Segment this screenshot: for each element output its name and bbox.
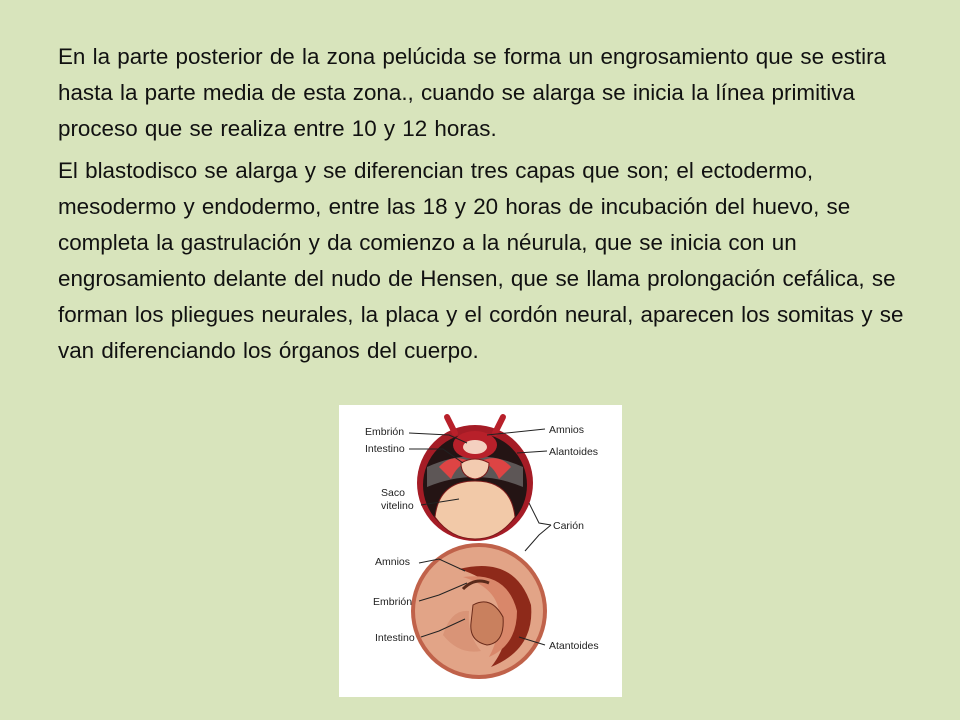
label-amnios-bottom: Amnios [375, 556, 411, 568]
bottom-egg-section [411, 543, 547, 679]
label-alantoides-bottom: Atantoides [549, 640, 599, 652]
label-embrion-bottom: Embrión [373, 596, 413, 608]
label-saco: Saco [381, 487, 405, 499]
label-corion: Carión [553, 520, 584, 532]
embryo-diagram [339, 405, 622, 697]
label-intestino-bottom: Intestino [375, 632, 415, 644]
embryo-diagram-svg [339, 405, 622, 697]
paragraph-2: El blastodisco se alarga y se diferencian tres capas que son; el ectodermo, mesodermo y endodermo, entre las 18 y 20 horas de incubación del huevo, se completa la gastrulación y da comienzo a la néurula, que se inicia con un engrosamiento delante del nudo de Hensen, que se llama prolongación cefálica, se forman los pliegues neurales, la placa y el cordón neural, aparecen los somitas y se van diferenciando los órganos del cuerpo. [58, 158, 904, 363]
top-egg-section [417, 417, 533, 541]
label-vitelino: vitelino [381, 500, 414, 512]
label-amnios-top: Amnios [549, 424, 585, 436]
label-alantoides-top: Alantoides [549, 446, 599, 458]
paragraph-1: En la parte posterior de la zona pelúcida se forma un engrosamiento que se estira hasta la parte media de esta zona., cuando se alarga se inicia la línea primitiva proceso que se realiza entre 10 y 12 horas. [58, 44, 887, 141]
label-intestino-top: Intestino [365, 443, 405, 455]
label-embrion-top: Embrión [365, 426, 405, 438]
